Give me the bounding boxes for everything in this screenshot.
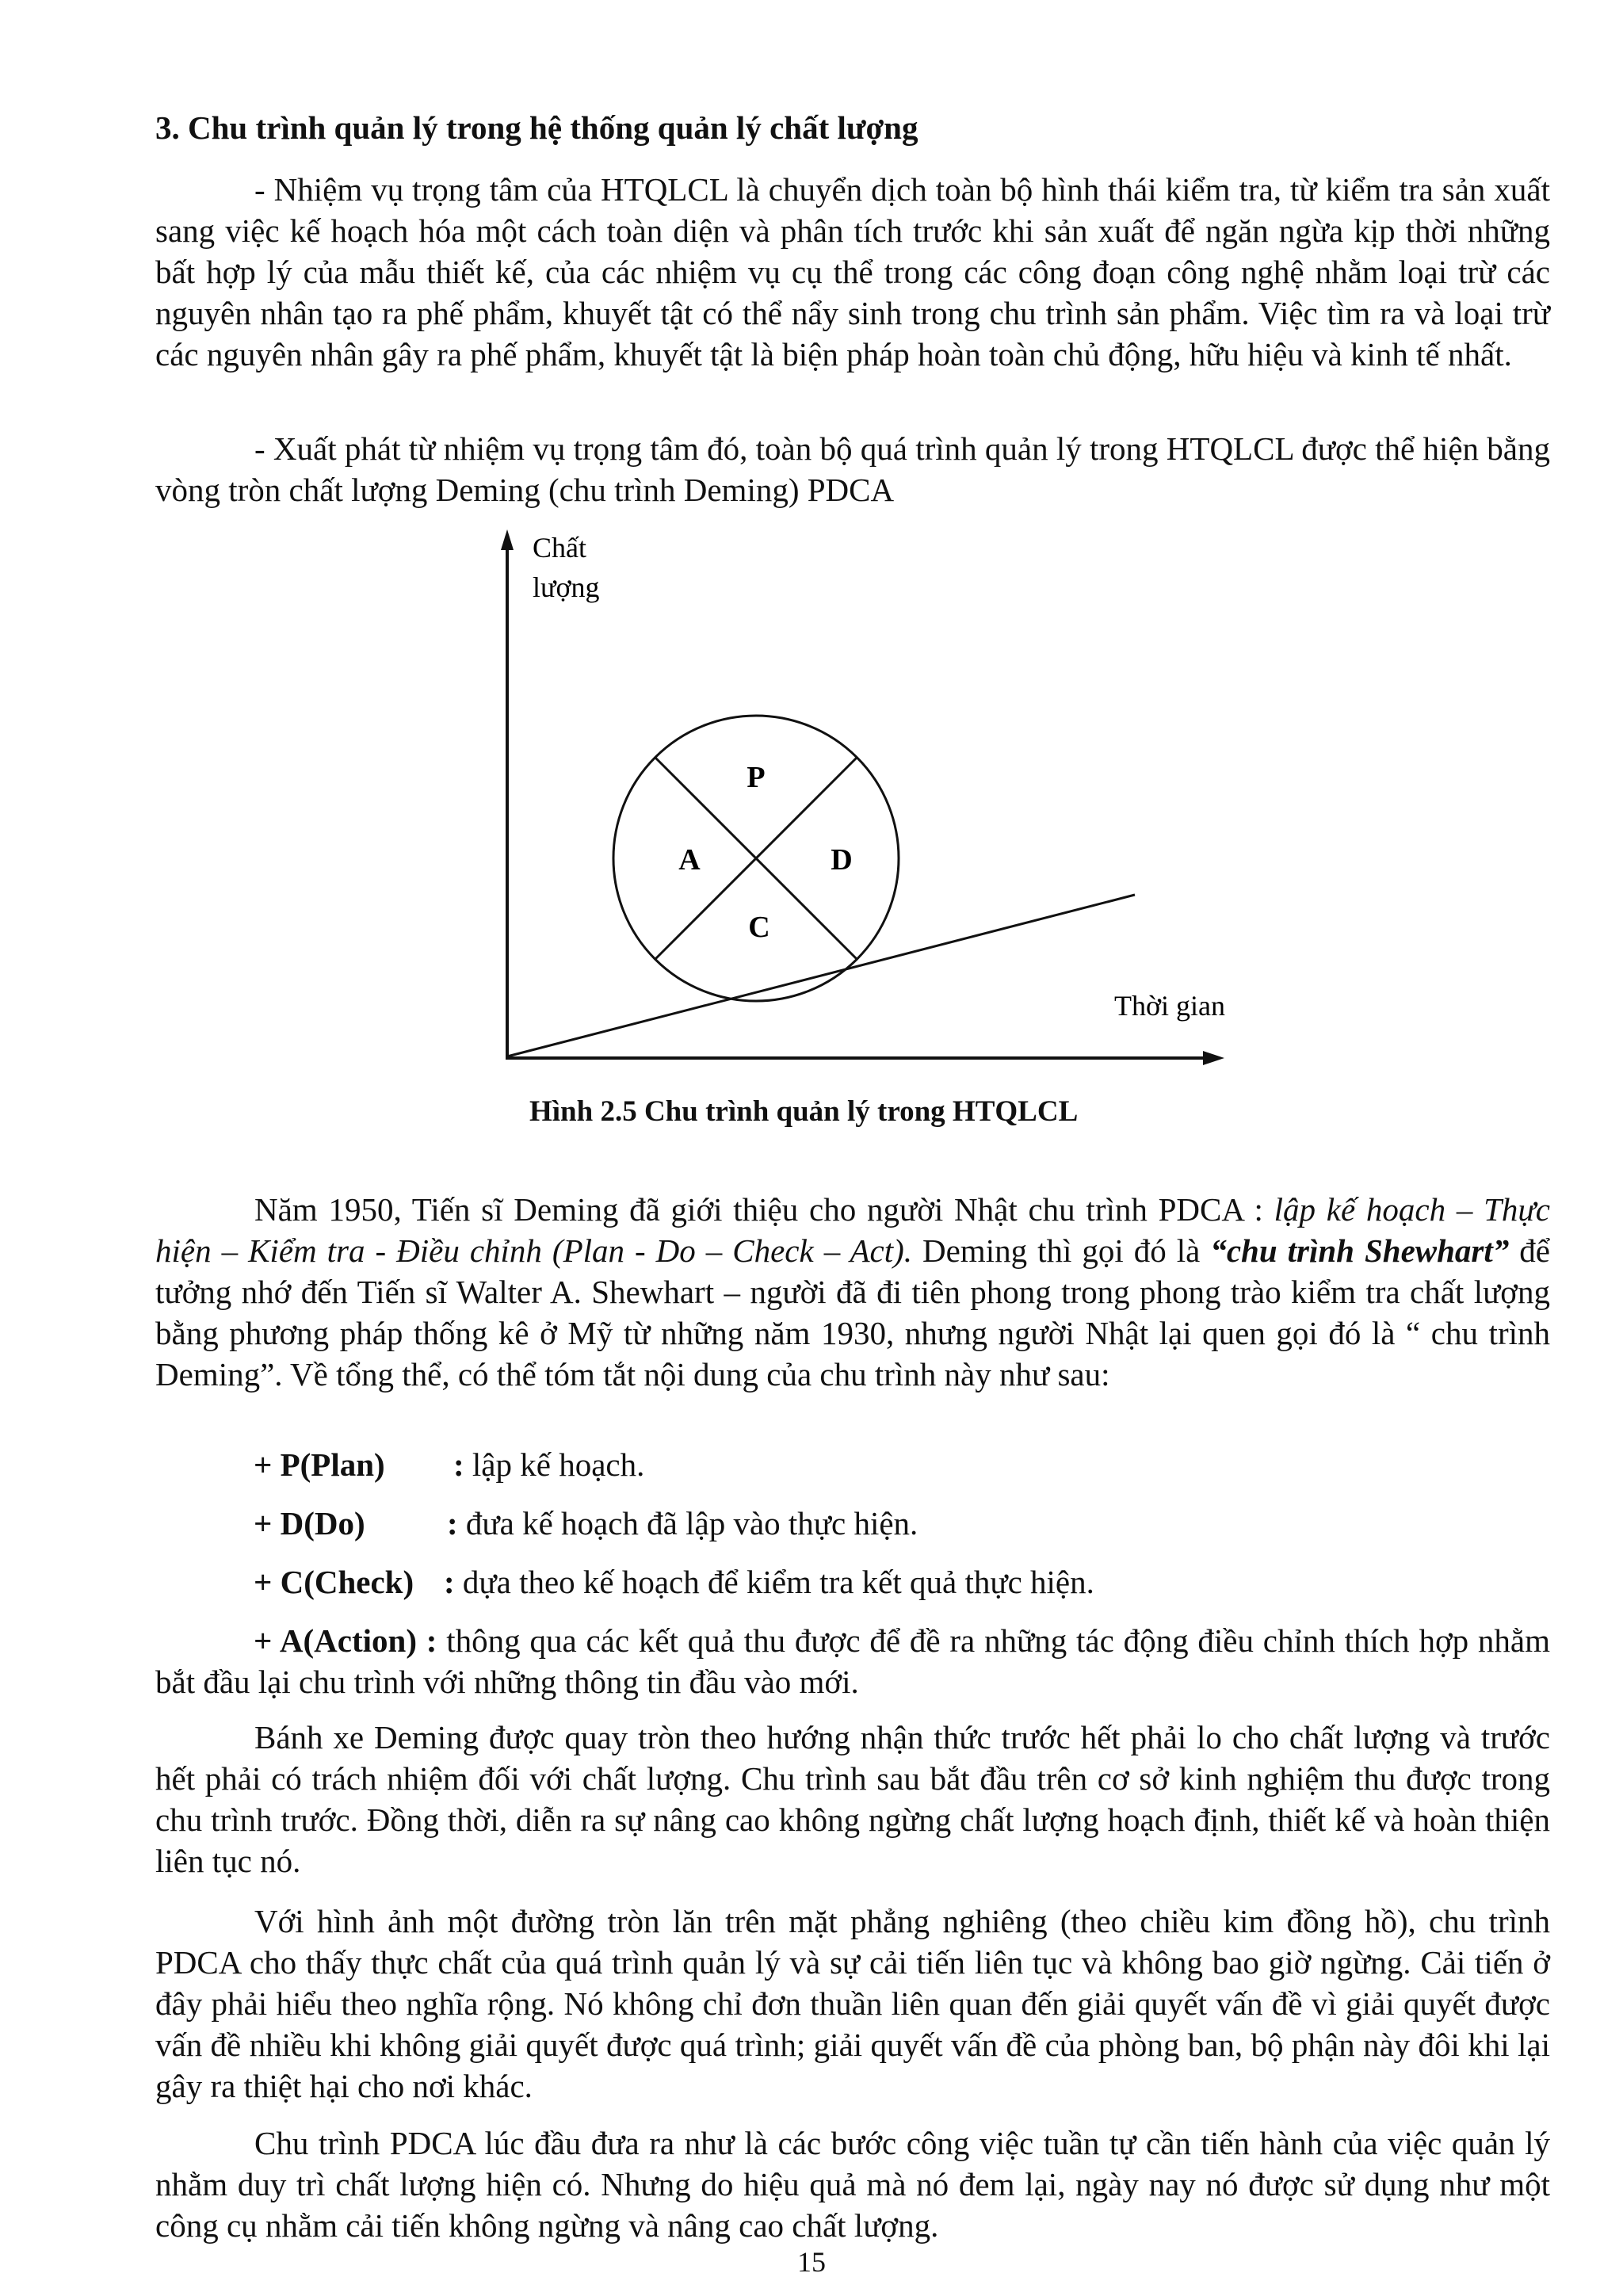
pdca-item-sep: : (444, 1564, 455, 1600)
incline-line (507, 895, 1135, 1056)
page-number: 15 (797, 2246, 826, 2278)
x-axis-label: Thời gian (1114, 990, 1226, 1022)
paragraph-6: Chu trình PDCA lúc đầu đưa ra như là các bước công việc tuần tự cần tiến hành của việc quản lý nhằm duy trì chất lượng hiện có. Nhưng do hiệu quả mà nó đem lại, ngày nay nó được sử dụng như một công cụ nhằm cải tiến không ngừng và nâng cao chất lượng. (155, 2125, 1550, 2244)
y-axis-arrow-icon (501, 529, 514, 550)
pdca-item-term: + D(Do) (254, 1505, 365, 1541)
section-heading: 3. Chu trình quản lý trong hệ thống quản lý chất lượng (155, 109, 918, 146)
pdca-item-desc: lập kế hoạch. (464, 1446, 645, 1483)
pdca-item-term: + C(Check) (254, 1564, 414, 1600)
pdca-item-term: + A(Action) (254, 1622, 417, 1659)
paragraph-2: - Xuất phát từ nhiệm vụ trọng tâm đó, toàn bộ quá trình quản lý trong HTQLCL được thể hiện bằng vòng tròn chất lượng Deming (chu trình Deming) PDCA (155, 430, 1550, 508)
pdca-item-sep: : (426, 1622, 437, 1659)
paragraph-5: Với hình ảnh một đường tròn lăn trên mặt phẳng nghiêng (theo chiều kim đồng hồ), chu trình PDCA cho thấy thực chất của quá trình quản lý và sự cải tiến liên tục và không bao giờ ngừng. Cải tiến ở đây phải hiểu theo nghĩa rộng. Nó không chỉ đơn thuần liên quan đến giải quyết vấn đề vì giải quyết được vấn đề nhiều khi không giải quyết được quá trình; giải quyết vấn đề của phòng ban, bộ phận này đôi khi lại gây ra thiệt hại cho nơi khác. (155, 1903, 1550, 2104)
x-axis-arrow-icon (1203, 1051, 1224, 1065)
y-axis-label-line1: Chất (533, 532, 586, 563)
quadrant-c-label: C (748, 911, 770, 944)
pdca-item-desc: đưa kế hoạch đã lập vào thực hiện. (457, 1505, 918, 1541)
pdca-item-check (254, 1561, 1094, 1603)
pdca-item-sep: : (447, 1505, 458, 1541)
figure-caption: Hình 2.5 Chu trình quản lý trong HTQLCL (529, 1095, 1079, 1128)
y-axis-label-line2: lượng (533, 571, 600, 603)
quadrant-d-label: D (831, 843, 853, 877)
paragraph-3-bold-italic: “chu trình Shewhart” (1210, 1232, 1510, 1269)
pdca-item-action (155, 1620, 1550, 1702)
pdca-item-term: + P(Plan) (254, 1446, 385, 1483)
pdca-item-desc: dựa theo kế hoạch để kiểm tra kết quả thực hiện. (454, 1564, 1094, 1600)
quadrant-a-label: A (678, 843, 701, 877)
paragraph-3 (155, 1189, 1550, 1395)
pdca-item-do (254, 1503, 918, 1544)
pdca-item-desc: thông qua các kết quả thu được để đề ra những tác động điều chỉnh thích hợp nhằm bắt đầu lại chu trình với những thông tin đầu vào mới. (155, 1622, 1551, 1700)
pdca-item-sep: : (453, 1446, 464, 1483)
quadrant-p-label: P (747, 761, 766, 794)
paragraph-4: Bánh xe Deming được quay tròn theo hướng nhận thức trước hết phải lo cho chất lượng và trước hết phải có trách nhiệm đối với chất lượng. Chu trình sau bắt đầu trên cơ sở kinh nghiệm thu được trong chu trình trước. Đồng thời, diễn ra sự nâng cao không ngừng chất lượng hoạch định, thiết kế và hoàn thiện liên tục nó. (155, 1719, 1550, 1879)
paragraph-1: - Nhiệm vụ trọng tâm của HTQLCL là chuyển dịch toàn bộ hình thái kiểm tra, từ kiểm tra sản xuất sang việc kế hoạch hóa một cách toàn diện và phân tích trước khi sản xuất để ngăn ngừa kịp thời những bất hợp lý của mẫu thiết kế, của các nhiệm vụ cụ thể trong các công đoạn công nghệ nhằm loại trừ các nguyên nhân tạo ra phế phẩm, khuyết tật có thể nẩy sinh trong chu trình sản phẩm. Việc tìm ra và loại trừ các nguyên nhân gây ra phế phẩm, khuyết tật là biện pháp hoàn toàn chủ động, hữu hiệu và kinh tế nhất. (155, 171, 1550, 372)
paragraph-3-italic: lập kế hoạch – Thực hiện – Kiểm tra - Điều chỉnh (Plan - Do – Check – Act). (155, 1191, 1550, 1269)
paragraph-3-rest: để tưởng nhớ đến Tiến sĩ Walter A. Shewhart – người đã đi tiên phong trong phong trào kiểm tra chất lượng bằng phương pháp thống kê ở Mỹ từ những năm 1930, nhưng người Nhật lại quen gọi đó là “ chu trình Deming”. Về tổng thể, có thể tóm tắt nội dung của chu trình này như sau: (155, 1232, 1550, 1392)
pdca-figure (475, 523, 1236, 1078)
paragraph-3-intro: Năm 1950, Tiến sĩ Deming đã giới thiệu cho người Nhật chu trình PDCA : (254, 1191, 1274, 1228)
pdca-item-plan (254, 1444, 644, 1485)
paragraph-3-mid: Deming thì gọi đó là (912, 1232, 1211, 1269)
